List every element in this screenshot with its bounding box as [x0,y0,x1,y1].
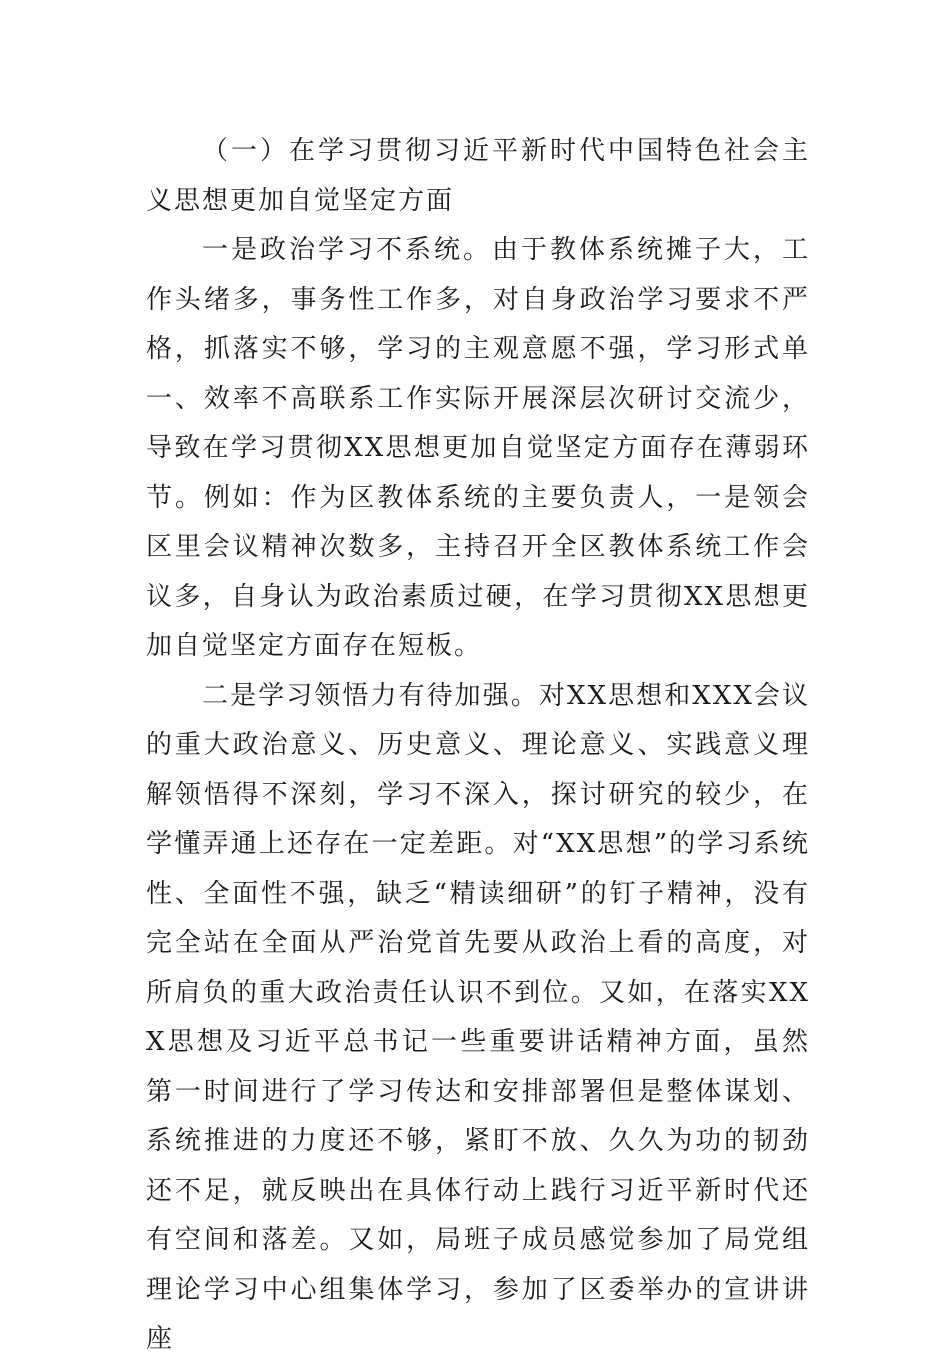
section-heading: （一）在学习贯彻习近平新时代中国特色社会主义思想更加自觉坚定方面 [146,136,810,216]
paragraph-2: 二是学习领悟力有待加强。对XX思想和XXX会议的重大政治意义、历史意义、理论意义、实践意义理解领悟得不深刻，学习不深入，探讨研究的较少，在学懂弄通上还存在一定差距。对“XX思想”的学习系统性、全面性不强，缺乏“精读细研”的钉子精神，没有完全站在全面从严治党首先要从政治上看的高度，对所肩负的重大政治责任认识不到位。又如，在落实XXX思想及习近平总书记一些重要讲话精神方面，虽然第一时间进行了学习传达和安排部署但是整体谋划、系统推进的力度还不够，紧盯不放、久久为功的韧劲还不足，就反映出在具体行动上践行习近平新时代还有空间和落差。又如，局班子成员感觉参加了局党组理论学习中心组集体学习，参加了区委举办的宣讲讲座 [146,680,810,1354]
paragraph-1: 一是政治学习不系统。由于教体系统摊子大，工作头绪多，事务性工作多，对自身政治学习要求不严格，抓落实不够，学习的主观意愿不强，学习形式单一、效率不高联系工作实际开展深层次研讨交流少，导致在学习贯彻XX思想更加自觉坚定方面存在薄弱环节。例如：作为区教体系统的主要负责人，一是领会区里会议精神次数多，主持召开全区教体系统工作会议多，自身认为政治素质过硬，在学习贯彻XX思想更加自觉坚定方面存在短板。 [146,235,810,661]
document-body [146,127,810,1365]
